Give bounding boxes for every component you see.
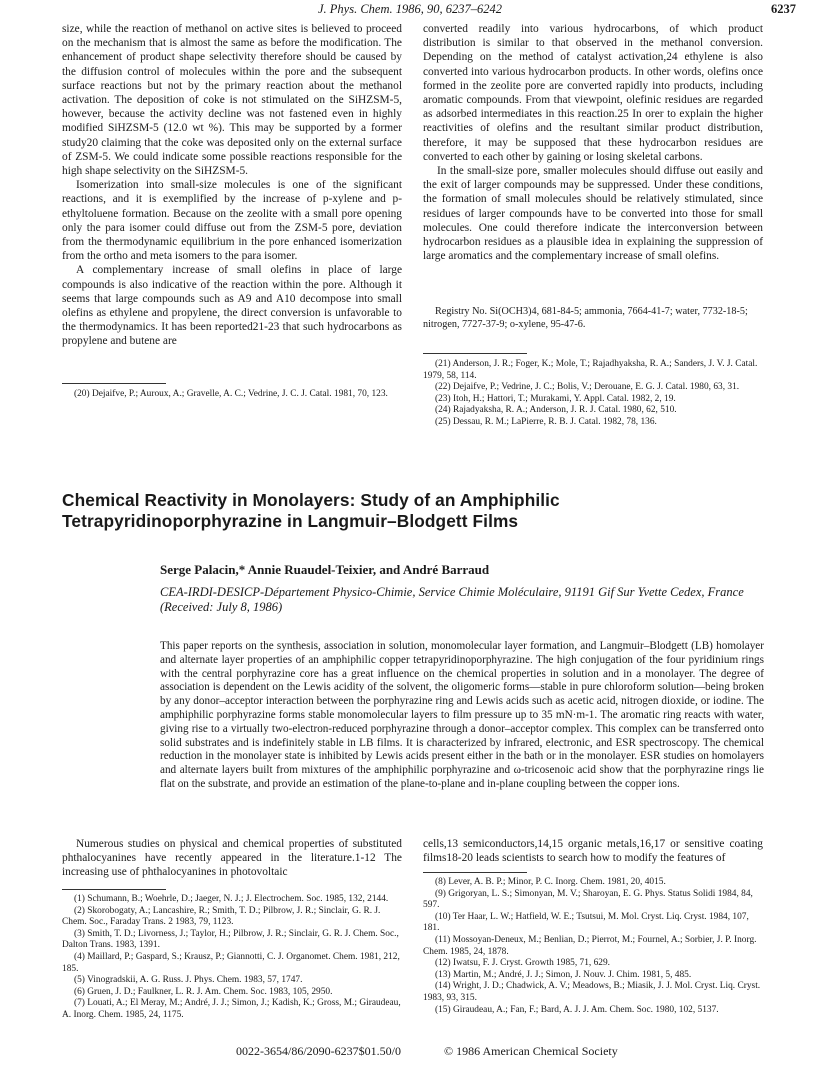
reference-item: (13) Martin, M.; André, J. J.; Simon, J. Nouv. J. Chim. 1981, 5, 485. bbox=[435, 969, 692, 980]
reference-item: (14) Wright, J. D.; Chadwick, A. V.; Meadows, B.; Miasik, J. J. Mol. Cryst. Liq. Cryst. 1983, 93, 315. bbox=[423, 981, 761, 1003]
reference-item: (22) Dejaifve, P.; Vedrine, J. C.; Bolis, V.; Derouane, E. G. J. Catal. 1980, 63, 31. bbox=[435, 382, 740, 393]
top-left-footnote bbox=[62, 389, 402, 401]
paragraph: Isomerization into small-size molecules is one of the significant reactions, and it is exemplified by the increase of p-xylene and p-ethyltoluene formation. Because on the zeolite with a small pore opening only the para isomer could diffuse out from the ZSM-5 pore, deviation from the thermodynamic equilibrium in the pore enhanced isomerization from the ortho and meta isomers to the para isomer. bbox=[62, 179, 402, 263]
paragraph: Numerous studies on physical and chemical properties of substituted phthalocyanines have recently appeared in the literature.1-12 The increasing use of phthalocyanines in photovoltaic bbox=[62, 838, 402, 879]
paragraph: converted readily into various hydrocarbons, of which product distribution is similar to that observed in the methanol conversion. Depending on the method of catalyst activation,24 ethylene is also converted into various hydrocarbon products. In other words, olefins once formed in the zeolite pore are converted rapidly into products, including aromatic compounds. From that viewpoint, olefinic residues are regarded as adsorbed intermediates in this reaction.25 In orer to explain the higher reactivities of olefins and the resultant similar product distribution, therefore, it may be supposed that these hydrocarbon residues are converted to each other by gaining or losing skeletal carbons. bbox=[423, 23, 763, 163]
reference-item: (2) Skorobogaty, A.; Lancashire, R.; Smith, T. D.; Pilbrow, J. R.; Sinclair, G. R. J. Chem. Soc., Faraday Trans. 2 1983, 79, 1123. bbox=[62, 905, 381, 928]
footnote-rule bbox=[423, 353, 527, 354]
top-left-column bbox=[62, 22, 402, 349]
reference-item: (20) Dejaifve, P.; Auroux, A.; Gravelle, A. C.; Vedrine, J. C. J. Catal. 1981, 70, 123. bbox=[74, 389, 388, 399]
footnote-rule bbox=[62, 889, 166, 890]
reference-item: (23) Itoh, H.; Hattori, T.; Murakami, Y. Appl. Catal. 1982, 2, 19. bbox=[435, 393, 676, 404]
paragraph: size, while the reaction of methanol on active sites is believed to proceed on the mechanism that is almost the same as before the modification. The enhancement of product shape selectivity therefore should be caused by the diffusion control of molecules within the pore and the subsequent surface reactions but not by the primary reaction about the methanol activation. The deposition of coke is not stimulated on the SiHZSM-5, however, because the activity decline was not fastened even in highly modified SiHZSM-5 (12.0 wt %). This may be supported by a former study20 claiming that the coke was deposited only on the external surface of ZSM-5. We could indicate some possible reactions responsible for the high shape selectivity on the SiHZSM-5. bbox=[62, 23, 402, 178]
reference-item: (3) Smith, T. D.; Livorness, J.; Taylor, H.; Pilbrow, J. R.; Sinclair, G. R. J. Chem. Soc., Dalton Trans. 1983, 1391. bbox=[62, 928, 399, 951]
issn-code: 0022-3654/86/2090-6237$01.50/0 bbox=[236, 1044, 401, 1058]
registry-text: Registry No. Si(OCH3)4, 681-84-5; ammonia, 7664-41-7; water, 7732-18-5; nitrogen, 7727-37-9; o-xylene, 95-47-6. bbox=[423, 306, 748, 330]
copyright: © 1986 American Chemical Society bbox=[444, 1044, 618, 1058]
reference-item: (6) Gruen, J. D.; Faulkner, L. R. J. Am. Chem. Soc. 1983, 105, 2950. bbox=[74, 986, 333, 997]
bottom-right-references bbox=[423, 877, 763, 1016]
paragraph: cells,13 semiconductors,14,15 organic metals,16,17 or sensitive coating films18-20 leads scientists to search how to modify the features of bbox=[423, 838, 763, 865]
article-title: Chemical Reactivity in Monolayers: Study of an Amphiphilic Tetrapyridinoporphyrazine in Langmuir–Blodgett Films bbox=[62, 490, 560, 531]
top-right-references bbox=[423, 359, 763, 429]
reference-item: (8) Lever, A. B. P.; Minor, P. C. Inorg. Chem. 1981, 20, 4015. bbox=[435, 877, 666, 887]
reference-item: (12) Iwatsu, F. J. Cryst. Growth 1985, 71, 629. bbox=[435, 958, 611, 969]
reference-item: (1) Schumann, B.; Woehrle, D.; Jaeger, N. J.; J. Electrochem. Soc. 1985, 132, 2144. bbox=[74, 894, 389, 904]
bottom-left-references bbox=[62, 894, 402, 1022]
abstract: This paper reports on the synthesis, association in solution, monomolecular layer formation, and Langmuir–Blodgett (LB) homolayer and alternate layer properties of an amphiphilic copper tetrapyridinoporphyrazine. The high conjugation of the four pyridinium rings with the central porphyrazine core has a great influence on the chemical properties in solution and in a monolayer. The degree of association is dependent on the Lewis acidity of the solvent, the oligomeric forms—stable in pure chloroform solution—being broken by any donor–acceptor interaction between the porphyrazine ring and Lewis acids such as acetic acid, nitrogen dioxide, or iodine. The amphiphilic porphyrazine forms stable monomolecular layers to film pressure up to 35 mN·m-1. The aromatic ring reacts with water, giving rise to a virtually two-electron-reduced porphyrazine through a donor–acceptor complex. This complex can be transferred onto solid substrates and is indefinitely stable in LB films. It is characterized by infrared, electronic, and ESR spectroscopy. The chemical reduction in the monolayer state is inhibited by Lewis acids present either in the bath or in the monolayer. ESR studies on homolayers and alternate layers built from mixtures of the amphiphilic porphyrazine and ω-tricosenoic acid show that the porphyrazine rings lie flat on the substrate, and provide an estimation of the plane-to-plane and in-plane coupling between the copper ions. bbox=[160, 640, 764, 790]
reference-item: (7) Louati, A.; El Meray, M.; André, J. J.; Simon, J.; Kadish, K.; Gross, M.; Giraudeau, A. Inorg. Chem. 1985, 24, 1175. bbox=[62, 998, 401, 1020]
reference-item: (4) Maillard, P.; Gaspard, S.; Krausz, P.; Giannotti, C. J. Organomet. Chem. 1981, 212, 185. bbox=[62, 951, 400, 974]
registry-numbers bbox=[423, 306, 763, 331]
footnote-rule bbox=[62, 383, 166, 384]
page-number: 6237 bbox=[771, 2, 796, 16]
paragraph: In the small-size pore, smaller molecules should diffuse out easily and the exit of larger compounds may be suppressed. Under these conditions, the formation of small molecules should be relatively stimulated, since residues of larger compounds have to be converted into those for small molecules. One could therefore indicate the interconversion between hydrocarbon residues as a plausible idea in explaining the suppression of large aromatics and the complementary increase of small olefins. bbox=[423, 165, 763, 263]
footnote-rule bbox=[423, 872, 527, 873]
reference-item: (11) Mossoyan-Deneux, M.; Benlian, D.; Pierrot, M.; Fournel, A.; Sorbier, J. P. Inorg. Chem. 1985, 24, 1878. bbox=[423, 934, 757, 957]
intro-right bbox=[423, 837, 763, 865]
intro-left bbox=[62, 837, 402, 880]
reference-item: (10) Ter Haar, L. W.; Hatfield, W. E.; Tsutsui, M. Mol. Cryst. Liq. Cryst. 1984, 107, 181. bbox=[423, 911, 749, 934]
reference-item: (15) Giraudeau, A.; Fan, F.; Bard, A. J. J. Am. Chem. Soc. 1980, 102, 5137. bbox=[435, 1004, 719, 1015]
reference-item: (21) Anderson, J. R.; Foger, K.; Mole, T.; Rajadhyaksha, R. A.; Sanders, J. V. J. Catal. 1979, 58, 114. bbox=[423, 359, 758, 381]
reference-item: (24) Rajadyaksha, R. A.; Anderson, J. R. J. Catal. 1980, 62, 510. bbox=[435, 405, 677, 416]
reference-item: (25) Dessau, R. M.; LaPierre, R. B. J. Catal. 1982, 78, 136. bbox=[435, 416, 657, 427]
reference-item: (5) Vinogradskii, A. G. Russ. J. Phys. Chem. 1983, 57, 1747. bbox=[74, 975, 303, 986]
top-right-column bbox=[423, 22, 763, 263]
author-list: Serge Palacin,* Annie Ruaudel-Teixier, and André Barraud bbox=[160, 562, 490, 577]
journal-header: J. Phys. Chem. 1986, 90, 6237–6242 bbox=[317, 2, 502, 16]
reference-item: (9) Grigoryan, L. S.; Simonyan, M. V.; Sharoyan, E. G. Phys. Status Solidi 1984, 84, 597. bbox=[423, 888, 753, 911]
paragraph: A complementary increase of small olefins in place of large compounds is also indicative of the reaction within the pore. Although it seems that large compounds such as A9 and A10 decompose into small olefins as ethylene and propylene, the direct conversion is unfavorable to the thermodynamics. It has been reported21-23 that such hydrocarbons as propylene and butene are bbox=[62, 264, 402, 348]
affiliation: CEA-IRDI-DESICP-Département Physico-Chimie, Service Chimie Moléculaire, 91191 Gif Sur Yvette Cedex, France (Received: July 8, 1986) bbox=[160, 585, 744, 614]
